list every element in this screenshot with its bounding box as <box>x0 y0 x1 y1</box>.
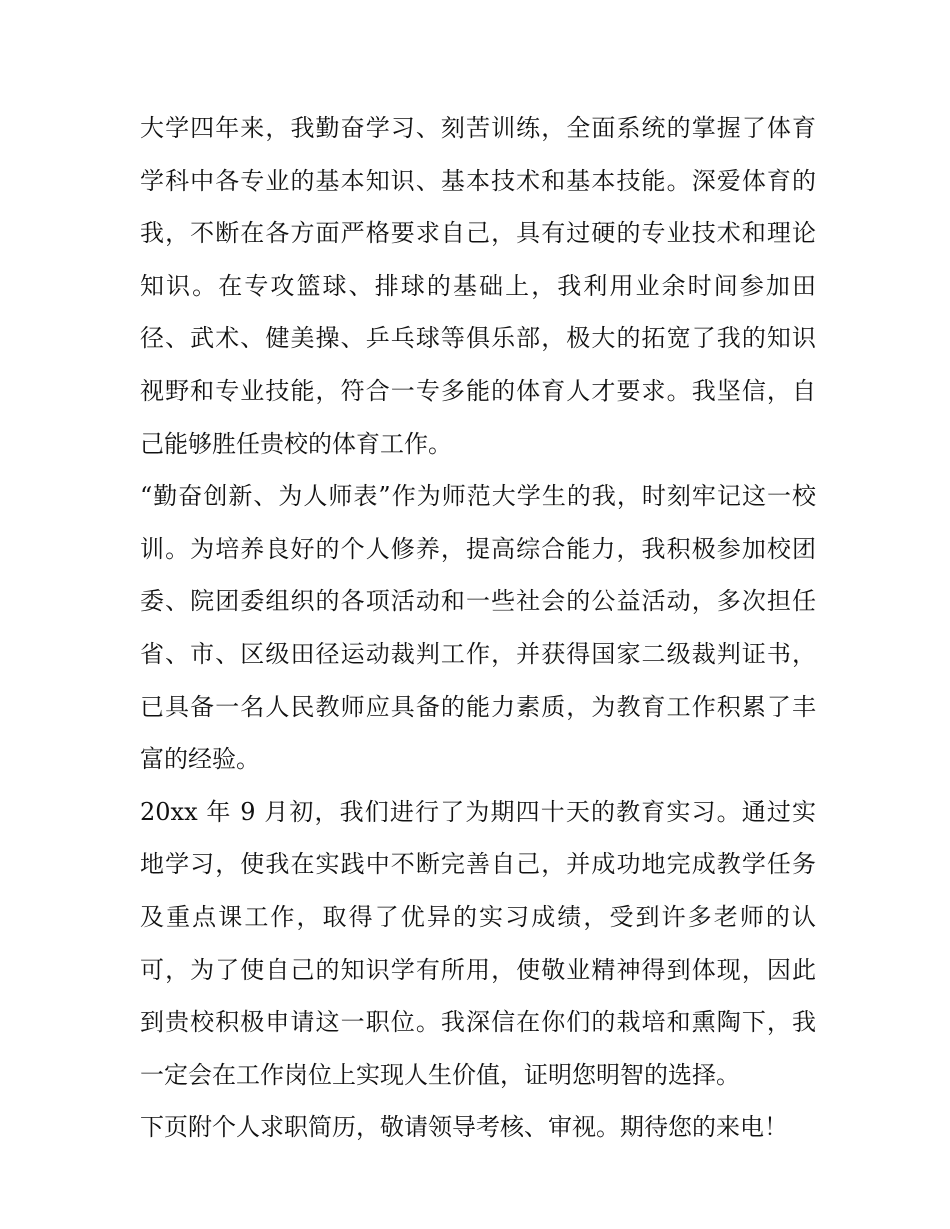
text-line: 径、武术、健美操、乒乓球等俱乐部，极大的拓宽了我的知识 <box>140 324 816 353</box>
paragraph-closing <box>140 1101 816 1154</box>
letter-body <box>140 102 816 1154</box>
text-line: 可，为了使自己的知识学有所用，使敬业精神得到体现，因此 <box>140 955 816 984</box>
text-line: 到贵校积极申请这一职位。我深信在你们的栽培和熏陶下，我 <box>140 1008 816 1037</box>
text-line: 委、院团委组织的各项活动和一些社会的公益活动，多次担任 <box>140 587 816 616</box>
text-line: 已具备一名人民教师应具备的能力素质，为教育工作积累了丰 <box>140 692 816 721</box>
paragraph-university-study <box>140 102 816 470</box>
text-line: 20xx 年 9 月初，我们进行了为期四十天的教育实习。通过实 <box>140 797 816 826</box>
text-line: 及重点课工作，取得了优异的实习成绩，受到许多老师的认 <box>140 902 816 931</box>
text-line: “勤奋创新、为人师表”作为师范大学生的我，时刻牢记这一校 <box>140 482 816 511</box>
text-line: 知识。在专攻篮球、排球的基础上，我利用业余时间参加田 <box>140 271 816 300</box>
text-line: 下页附个人求职简历，敬请领导考核、审视。期待您的来电！ <box>140 1113 788 1142</box>
text-line: 我，不断在各方面严格要求自己，具有过硬的专业技术和理论 <box>140 219 816 248</box>
text-line: 己能够胜任贵校的体育工作。 <box>140 429 452 458</box>
text-line: 省、市、区级田径运动裁判工作，并获得国家二级裁判证书， <box>140 639 816 668</box>
text-line: 大学四年来，我勤奋学习、刻苦训练，全面系统的掌握了体育 <box>140 114 816 142</box>
paragraph-school-motto <box>140 470 816 786</box>
text-line: 学科中各专业的基本知识、基本技术和基本技能。深爱体育的 <box>140 166 816 195</box>
text-line: 地学习，使我在实践中不断完善自己，并成功地完成教学任务 <box>140 850 816 879</box>
text-line: 富的经验。 <box>140 745 260 774</box>
text-line: 训。为培养良好的个人修养，提高综合能力，我积极参加校团 <box>140 534 816 563</box>
text-line: 视野和专业技能，符合一专多能的体育人才要求。我坚信，自 <box>140 376 816 405</box>
text-line: 一定会在工作岗位上实现人生价值，证明您明智的选择。 <box>140 1060 740 1089</box>
paragraph-internship <box>140 786 816 1102</box>
